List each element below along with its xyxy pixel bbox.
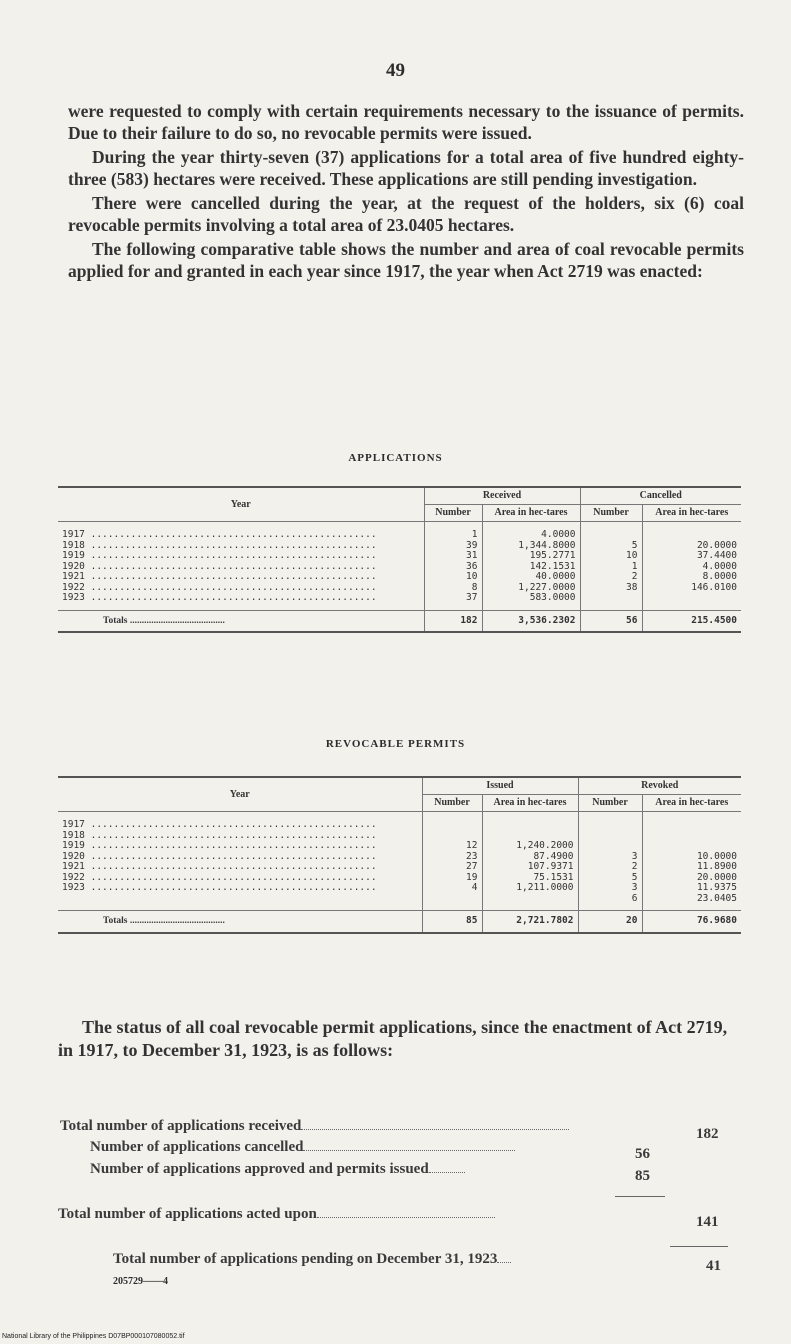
total-revoked-area: 76.9680	[642, 911, 741, 933]
print-code: 205729——4	[113, 1276, 168, 1287]
cancelled-number-cell: 2	[580, 572, 642, 583]
revoked-number-cell: 2	[578, 862, 642, 873]
year-cell: 1923 ..................................................	[62, 592, 377, 603]
area-header: Area in hec-tares	[482, 795, 578, 812]
cancelled-area-cell	[642, 593, 741, 610]
received-area-cell: 1,227.0000	[482, 583, 580, 594]
summary-pending-value: 41	[706, 1258, 721, 1274]
cancelled-number-cell: 1	[580, 562, 642, 573]
status-paragraph: The status of all coal revocable permit applications, since the enactment of Act 2719, in 1917, to December 31, 1923, is as follows:	[58, 1017, 728, 1060]
totals-label: Totals ........................................	[58, 911, 422, 933]
total-issued-area: 2,721.7802	[482, 911, 578, 933]
permits-table	[58, 776, 741, 934]
table-row	[58, 812, 741, 831]
revoked-number-cell	[578, 841, 642, 852]
summary-received	[60, 1117, 569, 1135]
applications-title: APPLICATIONS	[348, 452, 443, 464]
total-received-area: 3,536.2302	[482, 610, 580, 632]
paragraph-cancelled-permits: There were cancelled during the year, at the request of the holders, six (6) coal revocable permits involving a total area of 23.0405 hectares.	[68, 193, 744, 235]
cancelled-area-cell: 37.4400	[642, 551, 741, 562]
summary-cancelled	[90, 1138, 515, 1156]
received-number-cell: 1	[424, 522, 482, 541]
issued-number-cell: 12	[422, 841, 482, 852]
subtotal-rule	[615, 1196, 665, 1197]
revoked-area-cell	[642, 812, 741, 831]
paragraph-table-intro: The following comparative table shows the number and area of coal revocable permits applied for and granted in each year since 1917, the year when Act 2719 was enacted:	[68, 239, 744, 281]
year-cell: 1920 ..................................................	[62, 850, 377, 862]
number-header: Number	[422, 795, 482, 812]
revoked-number-cell	[578, 831, 642, 842]
summary-label: Total number of applications pending on December 31, 1923	[113, 1251, 498, 1267]
summary-pending	[113, 1250, 511, 1268]
revoked-area-cell	[642, 831, 741, 842]
page-number: 49	[386, 60, 405, 81]
number-header: Number	[578, 795, 642, 812]
paragraph-continued: were requested to comply with certain requirements necessary to the issuance of permits. Due to their failure to do so, no revocable permits were issued.	[68, 101, 744, 143]
year-header: Year	[58, 487, 424, 522]
summary-received-value: 182	[696, 1126, 719, 1142]
issued-number-cell: 19	[422, 873, 482, 884]
cancelled-number-cell: 5	[580, 541, 642, 552]
issued-number-cell: 4	[422, 883, 482, 894]
year-cell: 1917 ..................................................	[62, 529, 377, 540]
table-row	[58, 894, 741, 911]
cancelled-header: Cancelled	[580, 487, 741, 505]
total-cancelled-area: 215.4500	[642, 610, 741, 632]
issued-area-cell	[482, 812, 578, 831]
table-row	[58, 841, 741, 852]
year-cell: 1923 ..................................................	[62, 882, 377, 893]
totals-row	[58, 610, 741, 632]
summary-acted-value: 141	[696, 1214, 719, 1230]
year-cell: 1919 ..................................................	[62, 550, 377, 561]
received-area-cell: 4.0000	[482, 522, 580, 541]
cancelled-area-cell: 8.0000	[642, 572, 741, 583]
received-number-cell: 31	[424, 551, 482, 562]
issued-area-cell: 87.4900	[482, 852, 578, 863]
table-row	[58, 572, 741, 583]
table-row	[58, 862, 741, 873]
summary-approved-value: 85	[635, 1168, 650, 1184]
year-cell: 1921 ..................................................	[62, 571, 377, 582]
cancelled-area-cell: 4.0000	[642, 562, 741, 573]
year-cell: 1922 ..................................................	[62, 581, 377, 593]
received-number-cell: 39	[424, 541, 482, 552]
revoked-number-cell: 6	[578, 894, 642, 911]
cancelled-area-cell	[642, 522, 741, 541]
received-area-cell: 40.0000	[482, 572, 580, 583]
year-cell: 1918 ..................................................	[62, 829, 377, 841]
area-header: Area in hec-tares	[642, 795, 741, 812]
totals-row	[58, 911, 741, 933]
number-header: Number	[580, 505, 642, 522]
issued-number-cell	[422, 812, 482, 831]
issued-area-cell: 75.1531	[482, 873, 578, 884]
summary-approved	[90, 1160, 465, 1178]
body-text	[68, 100, 744, 284]
revoked-number-cell: 5	[578, 873, 642, 884]
revoked-area-cell: 23.0405	[642, 894, 741, 911]
received-area-cell: 142.1531	[482, 562, 580, 573]
summary-label: Number of applications cancelled	[90, 1139, 304, 1155]
paragraph-applications-received: During the year thirty-seven (37) applications for a total area of five hundred eighty-three (583) hectares were received. These applications are still pending investigation.	[68, 147, 744, 189]
scan-footer: National Library of the Philippines D07BP000107080052.tif	[2, 1333, 185, 1340]
cancelled-area-cell: 146.0100	[642, 583, 741, 594]
total-rule	[670, 1246, 728, 1247]
summary-label: Total number of applications acted upon	[58, 1206, 317, 1222]
year-header: Year	[58, 777, 422, 812]
received-area-cell: 1,344.8000	[482, 541, 580, 552]
cancelled-number-cell: 38	[580, 583, 642, 594]
received-header: Received	[424, 487, 580, 505]
table-row	[58, 883, 741, 894]
year-cell: 1917 ..................................................	[62, 819, 377, 830]
revoked-header: Revoked	[578, 777, 741, 795]
revoked-number-cell: 3	[578, 852, 642, 863]
summary-label: Total number of applications received	[60, 1118, 302, 1134]
year-cell: 1919 ..................................................	[62, 840, 377, 851]
cancelled-area-cell: 20.0000	[642, 541, 741, 552]
received-area-cell: 583.0000	[482, 593, 580, 610]
table-row	[58, 522, 741, 541]
cancelled-number-cell: 10	[580, 551, 642, 562]
issued-area-cell: 107.9371	[482, 862, 578, 873]
revoked-area-cell: 20.0000	[642, 873, 741, 884]
received-number-cell: 10	[424, 572, 482, 583]
issued-area-cell: 1,240.2000	[482, 841, 578, 852]
year-cell: 1920 ..................................................	[62, 560, 377, 572]
cancelled-number-cell	[580, 522, 642, 541]
totals-label: Totals ........................................	[58, 610, 424, 632]
issued-header: Issued	[422, 777, 578, 795]
permits-title: REVOCABLE PERMITS	[325, 738, 466, 750]
summary-cancelled-value: 56	[635, 1146, 650, 1162]
received-number-cell: 8	[424, 583, 482, 594]
area-header: Area in hec-tares	[482, 505, 580, 522]
issued-area-cell: 1,211.0000	[482, 883, 578, 894]
number-header: Number	[424, 505, 482, 522]
total-revoked-number: 20	[578, 911, 642, 933]
received-number-cell: 36	[424, 562, 482, 573]
received-number-cell: 37	[424, 593, 482, 610]
table-row	[58, 551, 741, 562]
year-cell: 1921 ..................................................	[62, 861, 377, 872]
revoked-area-cell: 11.8900	[642, 862, 741, 873]
summary-label: Number of applications approved and permits issued	[90, 1161, 429, 1177]
issued-number-cell: 27	[422, 862, 482, 873]
received-area-cell: 195.2771	[482, 551, 580, 562]
total-received-number: 182	[424, 610, 482, 632]
revoked-number-cell: 3	[578, 883, 642, 894]
year-cell: 1922 ..................................................	[62, 871, 377, 883]
summary-acted	[58, 1205, 495, 1223]
cancelled-number-cell	[580, 593, 642, 610]
revoked-area-cell	[642, 841, 741, 852]
applications-table	[58, 486, 741, 633]
area-header: Area in hec-tares	[642, 505, 741, 522]
revoked-area-cell: 11.9375	[642, 883, 741, 894]
year-cell: 1918 ..................................................	[62, 539, 377, 551]
total-cancelled-number: 56	[580, 610, 642, 632]
revoked-area-cell: 10.0000	[642, 852, 741, 863]
issued-number-cell: 23	[422, 852, 482, 863]
total-issued-number: 85	[422, 911, 482, 933]
revoked-number-cell	[578, 812, 642, 831]
table-row	[58, 593, 741, 610]
